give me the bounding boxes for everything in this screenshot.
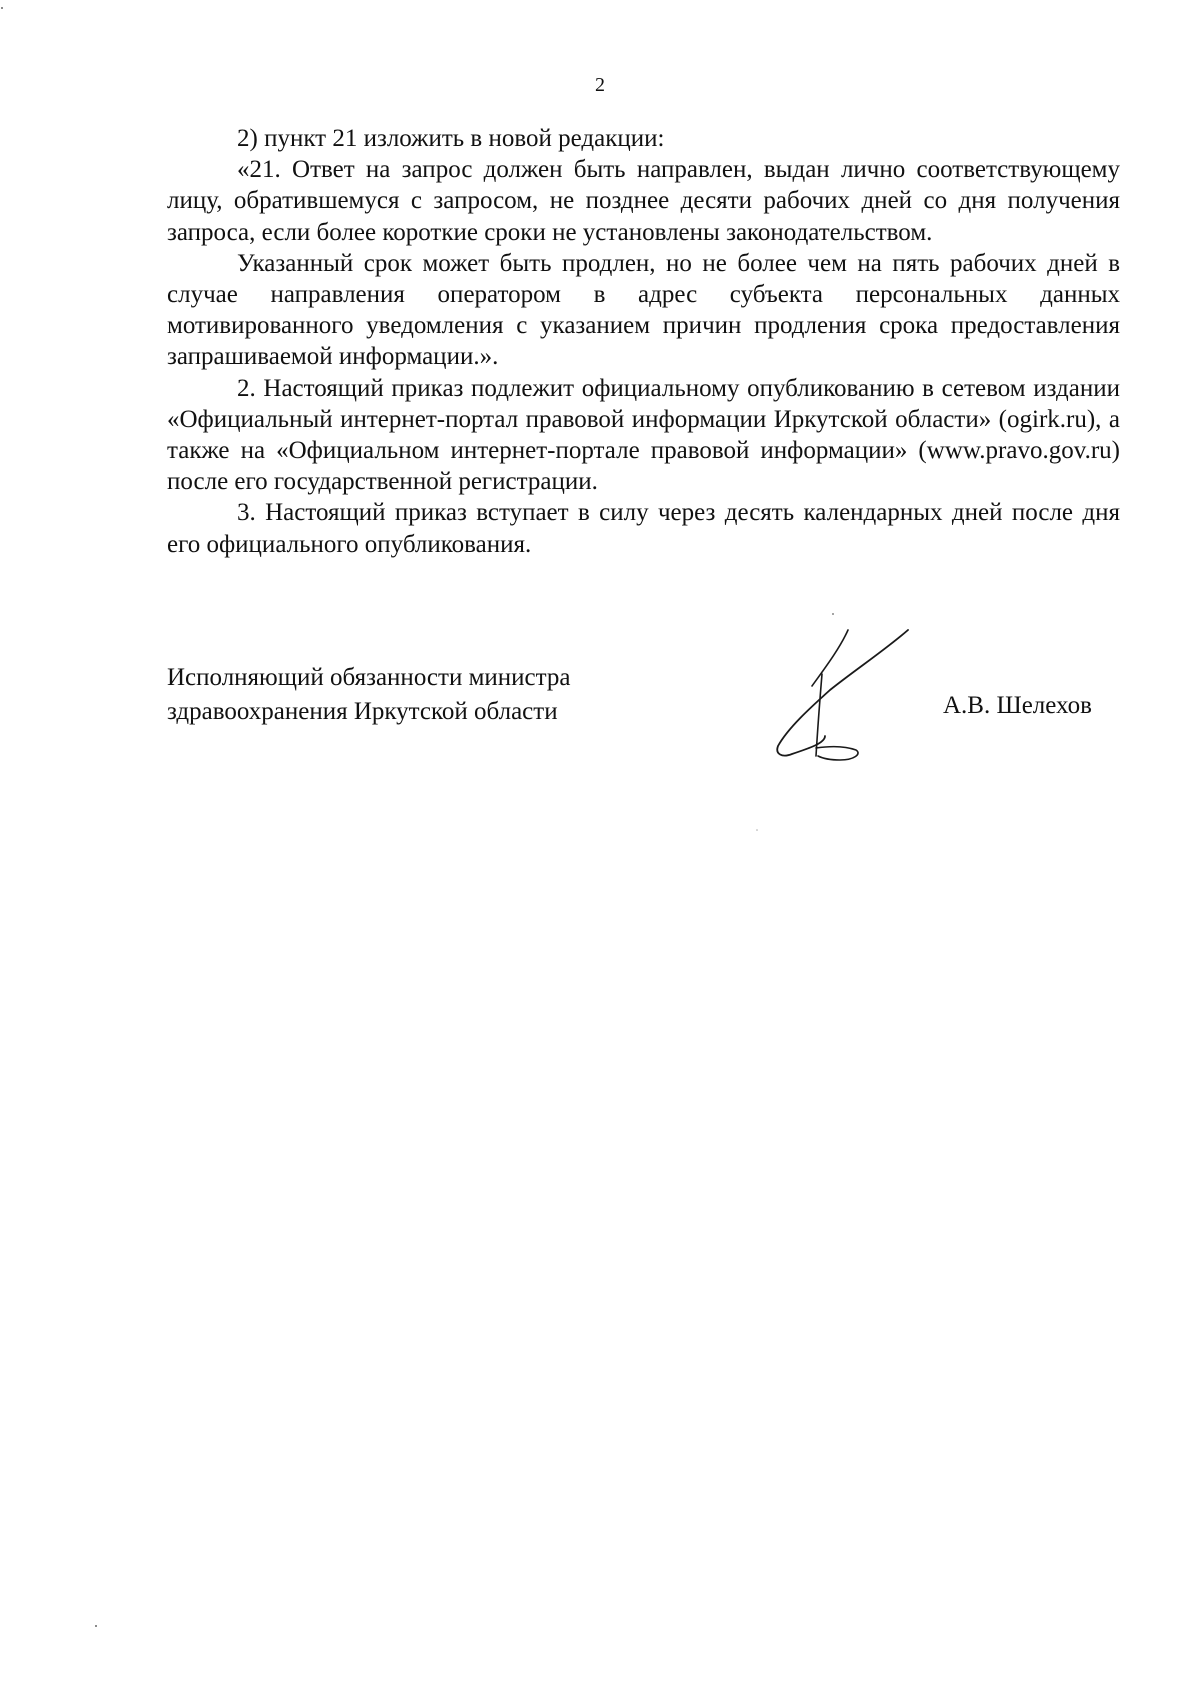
signatory-role-line1: Исполняющий обязанности министра	[167, 664, 571, 691]
paragraph-publication: 2. Настоящий приказ подлежит официальному опубликованию в сетевом издании «Официальный интернет-портал правовой информации Иркутской области» (ogirk.ru), а также на «Официальном интернет-портале правовой информации» (www.pravo.gov.ru) после его государственной регистрации.	[167, 374, 1120, 496]
signatory-name: А.В. Шелехов	[943, 692, 1092, 719]
paragraph-effective-date: 3. Настоящий приказ вступает в силу через десять календарных дней после дня его официального опубликования.	[167, 499, 1120, 558]
paragraph-item-2-intro: 2) пункт 21 изложить в новой редакции:	[237, 125, 665, 152]
paragraph-clause-21: «21. Ответ на запрос должен быть направлен, выдан лично соответствующему лицу, обратившемуся с запросом, не позднее десяти рабочих дней со дня получения запроса, если более короткие сроки не установлены законодательством.	[167, 156, 1120, 246]
signatory-role-line2: здравоохранения Иркутской области	[167, 698, 558, 725]
paragraph-term-extension: Указанный срок может быть продлен, но не более чем на пять рабочих дней в случае направления оператором в адрес субъекта персональных данных мотивированного уведомления с указанием причин продления срока предоставления запрашиваемой информации.».	[167, 249, 1120, 371]
handwritten-signature	[770, 618, 920, 778]
document-body	[167, 123, 1120, 560]
page-number: 2	[595, 74, 605, 96]
signatory-role	[167, 661, 570, 729]
